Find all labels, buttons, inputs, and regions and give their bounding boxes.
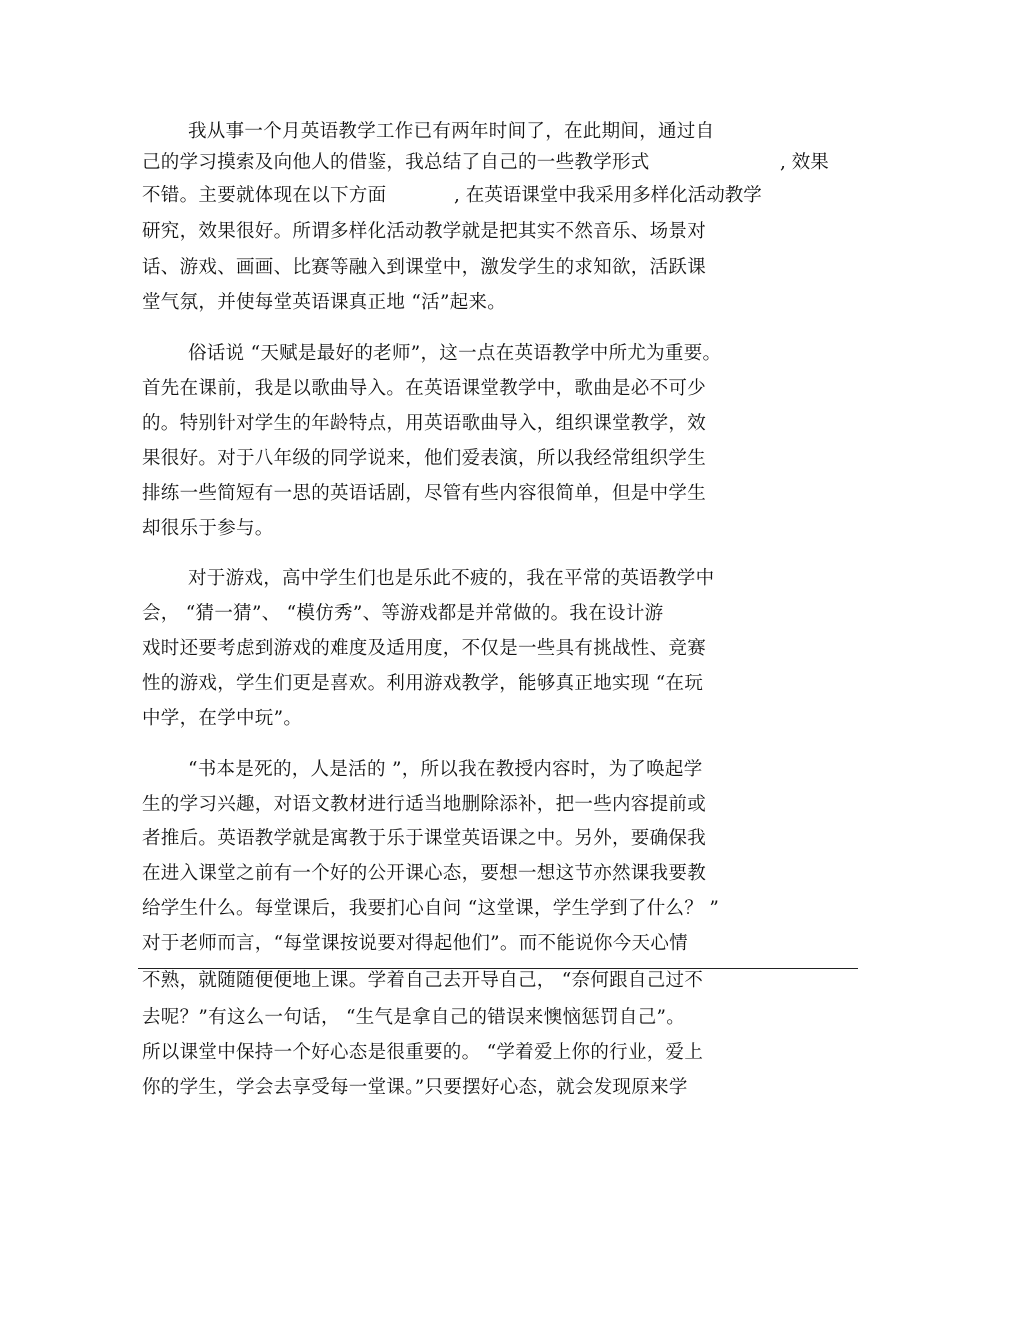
paragraph-2-line-4: 果很好。对于八年级的同学说来，他们爱表演，所以我经常组织学生 [142, 448, 707, 469]
paragraph-3-line-3: 戏时还要考虑到游戏的难度及适用度，不仅是一些具有挑战性、竞赛 [142, 638, 707, 659]
paragraph-4-line-8: 去呢？”有这么一句话， “生气是拿自己的错误来懊恼惩罚自己”。 [142, 1007, 686, 1028]
paragraph-4-line-5: 给学生什么。每堂课后，我要扪心自问 “这堂课，学生学到了什么？ ” [142, 898, 720, 919]
paragraph-1-line-2: 己的学习摸索及向他人的借鉴，我总结了自己的一些教学形式 [142, 152, 650, 173]
paragraph-1-line-3: 不错。主要就体现在以下方面 [142, 185, 387, 206]
paragraph-3-line-4: 性的游戏，学生们更是喜欢。利用游戏教学，能够真正地实现 “在玩 [142, 673, 704, 694]
paragraph-4-line-9: 所以课堂中保持一个好心态是很重要的。 “学着爱上你的行业，爱上 [142, 1042, 704, 1063]
paragraph-4-line-7: 不熟，就随随便便地上课。学着自己去开导自己， “奈何跟自己过不 [142, 970, 704, 991]
paragraph-4-line-10: 你的学生，学会去享受每一堂课。”只要摆好心态，就会发现原来学 [142, 1077, 688, 1098]
paragraph-1-line-6: 堂气氛，并使每堂英语课真正地 “活”起来。 [142, 292, 507, 313]
paragraph-3-line-1: 对于游戏，高中学生们也是乐此不疲的，我在平常的英语教学中 [188, 568, 715, 589]
paragraph-2-line-3: 的。特别针对学生的年龄特点，用英语歌曲导入，组织课堂教学，效 [142, 413, 707, 434]
paragraph-4-line-1: “书本是死的，人是活的 ”，所以我在教授内容时，为了唤起学 [188, 759, 703, 780]
paragraph-4-line-3: 者推后。英语教学就是寓教于乐于课堂英语课之中。另外，要确保我 [142, 828, 707, 849]
paragraph-2-line-6: 却很乐于参与。 [142, 518, 274, 539]
paragraph-3-line-5: 中学，在学中玩”。 [142, 708, 303, 729]
paragraph-4-line-6: 对于老师而言，“每堂课按说要对得起他们”。而不能说你今天心情 [142, 933, 688, 954]
paragraph-2-line-1: 俗话说 “天赋是最好的老师”，这一点在英语教学中所尤为重要。 [188, 343, 722, 364]
paragraph-4-line-2: 生的学习兴趣，对语文教材进行适当地删除添补，把一些内容提前或 [142, 794, 707, 815]
paragraph-1-line-1: 我从事一个月英语教学工作已有两年时间了，在此期间，通过自 [188, 121, 715, 142]
paragraph-3-line-2: 会， “猜一猜”、 “模仿秀”、等游戏都是并常做的。我在设计游 [142, 603, 664, 624]
paragraph-2-line-5: 排练一些简短有一思的英语话剧，尽管有些内容很简单，但是中学生 [142, 483, 707, 504]
paragraph-4-line-4: 在进入课堂之前有一个好的公开课心态，要想一想这节亦然课我要教 [142, 863, 707, 884]
paragraph-1-line-2-tail: , 效果 [780, 152, 829, 173]
paragraph-2-line-2: 首先在课前，我是以歌曲导入。在英语课堂教学中，歌曲是必不可少 [142, 378, 707, 399]
paragraph-1-line-5: 话、游戏、画画、比赛等融入到课堂中，激发学生的求知欲，活跃课 [142, 257, 707, 278]
paragraph-1-line-3-tail: , 在英语课堂中我采用多样化活动教学 [454, 185, 762, 206]
paragraph-1-line-4: 研究，效果很好。所谓多样化活动教学就是把其实不然音乐、场景对 [142, 221, 707, 242]
